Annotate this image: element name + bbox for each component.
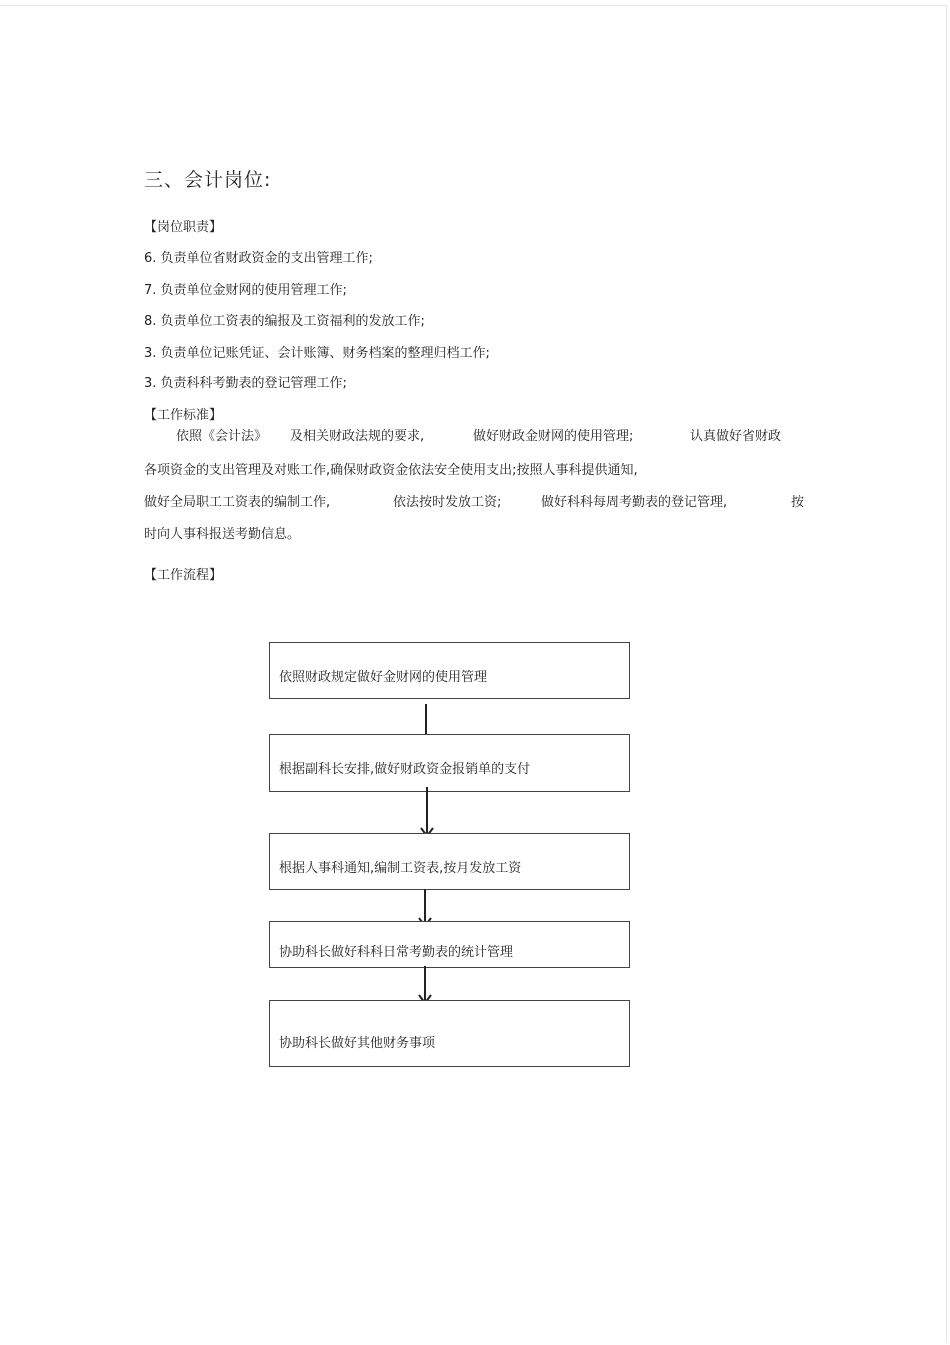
- duty-item-2: 7. 负责单位金财网的使用管理工作;: [144, 283, 347, 298]
- flow-step-2: [269, 734, 630, 792]
- standard-line-1-seg: 认真做好省财政: [690, 429, 782, 444]
- section-heading: 三、会计岗位:: [144, 169, 272, 191]
- standard-line-4: 时向人事科报送考勤信息。: [144, 527, 301, 542]
- flow-step-1: [269, 642, 630, 699]
- duty-item-4: 3. 负责单位记账凭证、会计账簿、财务档案的整理归档工作;: [144, 346, 490, 361]
- duty-item-3: 8. 负责单位工资表的编报及工资福利的发放工作;: [144, 314, 425, 329]
- flow-arrow-2: [417, 787, 437, 839]
- flow-step-text: 协助科长做好科科日常考勤表的统计管理: [279, 945, 514, 960]
- standard-line-1-seg: 依照《会计法》: [176, 429, 268, 444]
- standard-line-1-seg: 做好财政金财网的使用管理;: [473, 429, 634, 444]
- standard-line-1-seg: 及相关财政法规的要求,: [290, 429, 425, 444]
- flow-step-text: 协助科长做好其他财务事项: [279, 1036, 436, 1051]
- flow-step-text: 根据副科长安排,做好财政资金报销单的支付: [279, 762, 531, 777]
- flow-step-text: 根据人事科通知,编制工资表,按月发放工资: [279, 861, 522, 876]
- duty-item-1: 6. 负责单位省财政资金的支出管理工作;: [144, 251, 373, 266]
- flow-step-text: 依照财政规定做好金财网的使用管理: [279, 670, 488, 685]
- standard-label: 【工作标准】: [144, 408, 223, 423]
- duties-label: 【岗位职责】: [144, 220, 223, 235]
- standard-line-2: 各项资金的支出管理及对账工作,确保财政资金依法安全使用支出;按照人事科提供通知,: [144, 463, 638, 478]
- duty-item-5: 3. 负责科科考勤表的登记管理工作;: [144, 376, 347, 391]
- flow-step-3: [269, 833, 630, 890]
- standard-line-3-seg: 做好科科每周考勤表的登记管理,: [541, 495, 728, 510]
- flow-step-4: [269, 921, 630, 968]
- standard-line-3-seg: 按: [791, 495, 805, 510]
- process-label: 【工作流程】: [144, 568, 223, 583]
- standard-line-3-seg: 做好全局职工工资表的编制工作,: [144, 495, 331, 510]
- standard-line-3-seg: 依法按时发放工资;: [393, 495, 502, 510]
- flow-step-5: [269, 1000, 630, 1067]
